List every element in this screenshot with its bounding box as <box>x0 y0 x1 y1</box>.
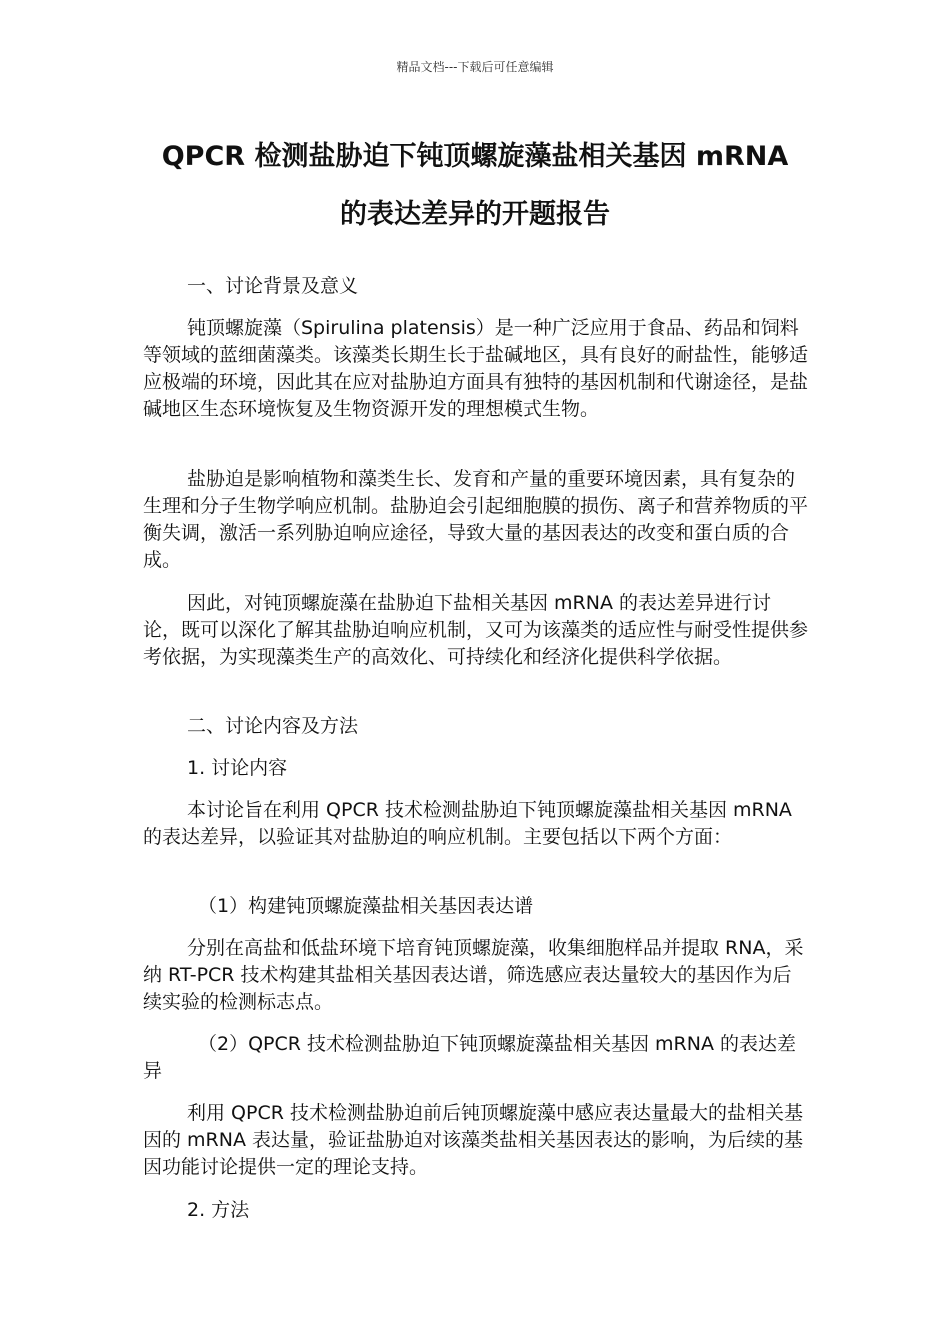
list-item-expression-profile: （1）构建钝顶螺旋藻盐相关基因表达谱 <box>198 895 534 917</box>
paragraph-salt-stress: 盐胁迫是影响植物和藻类生长、发育和产量的重要环境因素，具有复杂的生理和分子生物学响应机制。盐胁迫会引起细胞膜的损伤、离子和营养物质的平衡失调，激活一系列胁迫响应途径，导致大量的基因表达的改变和蛋白质的合成。 <box>143 468 809 571</box>
header-note: 精品文档---下载后可任意编辑 <box>396 60 554 74</box>
section-heading-content-methods: 二、讨论内容及方法 <box>187 715 359 737</box>
document-title <box>130 128 820 244</box>
title-line-1: QPCR 检测盐胁迫下钝顶螺旋藻盐相关基因 mRNA <box>161 141 789 172</box>
subsection-heading-methods: 2. 方法 <box>187 1199 250 1221</box>
title-line-2: 的表达差异的开题报告 <box>340 199 610 230</box>
paragraph-significance: 因此，对钝顶螺旋藻在盐胁迫下盐相关基因 mRNA 的表达差异进行讨论，既可以深化了解其盐胁迫响应机制，又可为该藻类的适应性与耐受性提供参考依据，为实现藻类生产的高效化、可持续化和经济化提供科学依据。 <box>143 592 809 668</box>
section-heading-background: 一、讨论背景及意义 <box>187 275 359 297</box>
paragraph-qpcr-detection: 利用 QPCR 技术检测盐胁迫前后钝顶螺旋藻中感应表达量最大的盐相关基因的 mRNA 表达量，验证盐胁迫对该藻类盐相关基因表达的影响，为后续的基因功能讨论提供一定的理论支持。 <box>143 1102 804 1178</box>
paragraph-spirulina-intro: 钝顶螺旋藻（Spirulina platensis）是一种广泛应用于食品、药品和饲料等领域的蓝细菌藻类。该藻类长期生长于盐碱地区，具有良好的耐盐性，能够适应极端的环境，因此其在应对盐胁迫方面具有独特的基因机制和代谢途径，是盐碱地区生态环境恢复及生物资源开发的理想模式生物。 <box>143 317 809 420</box>
list-item-qpcr-detection: （2）QPCR 技术检测盐胁迫下钝顶螺旋藻盐相关基因 mRNA 的表达差异 <box>143 1033 797 1082</box>
paragraph-research-aim: 本讨论旨在利用 QPCR 技术检测盐胁迫下钝顶螺旋藻盐相关基因 mRNA 的表达差异，以验证其对盐胁迫的响应机制。主要包括以下两个方面： <box>143 799 792 848</box>
subsection-heading-content: 1. 讨论内容 <box>187 757 288 779</box>
paragraph-expression-profile: 分别在高盐和低盐环境下培育钝顶螺旋藻，收集细胞样品并提取 RNA，采纳 RT-PCR 技术构建其盐相关基因表达谱，筛选感应表达量较大的基因作为后续实验的检测标志点。 <box>143 937 804 1013</box>
